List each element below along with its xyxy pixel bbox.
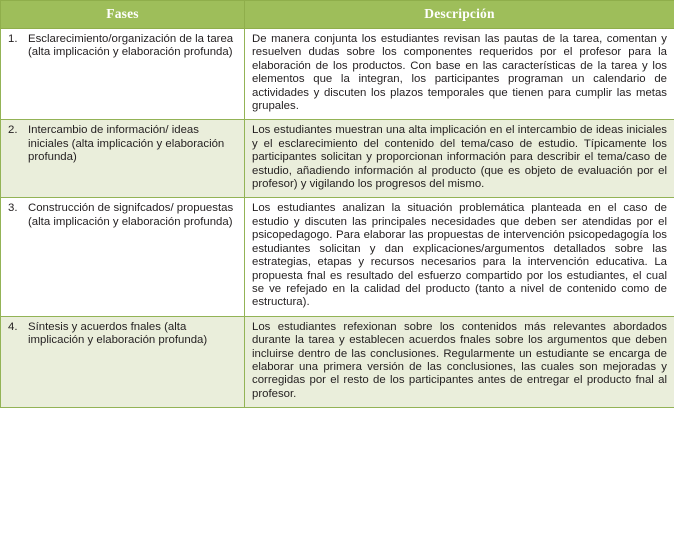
column-header-descripcion: Descripción: [245, 1, 674, 29]
header-row: [1, 1, 674, 29]
phase-number: 2.: [8, 124, 18, 137]
phase-cell: [1, 198, 245, 316]
phase-cell: [1, 316, 245, 407]
description-cell: Los estudiantes refexionan sobre los contenidos más relevantes abordados durante la tarea y establecen acuerdos fnales sobre los argumentos que deben incluirse dentro de las conclusiones. Regularmente un estudiante se encarga de elaborar una primera versión de las conclusiones, las cuales son mejoradas y corregidas por el resto de los participantes antes de entregar el producto fnal al profesor.: [245, 316, 674, 407]
description-cell: Los estudiantes analizan la situación problemática planteada en el caso de estudio y discuten las principales necesidades que deben ser atendidas por el psicopedagogo. Para elaborar las propuestas de intervención psicopedagogía los estudiantes solicitan y dan explicaciones/argumentos detallados sobre las estrategias, etapas y recursos necesarios para la intervención educativa. La propuesta fnal es resultado del esfuerzo compartido por los estudiantes, el cual se ve refejado en la calidad del producto (tanto a nivel de contenido como de estructura).: [245, 198, 674, 316]
phase-label: Construcción de signifcados/ propuestas (alta implicación y elaboración profunda): [28, 202, 234, 228]
phase-number: 1.: [8, 33, 18, 45]
table-header: [1, 1, 674, 29]
phase-label: Esclarecimiento/organización de la tarea (alta implicación y elaboración profunda): [28, 33, 234, 59]
table-body: [1, 29, 674, 408]
table-row: [1, 198, 674, 316]
phase-number: 4.: [8, 320, 18, 333]
phase-label: Intercambio de información/ ideas iniciales (alta implicación y elaboración profunda): [28, 124, 225, 164]
phase-cell: [1, 120, 245, 198]
table-row: [1, 120, 674, 198]
table-row: [1, 29, 674, 120]
phase-number: 3.: [8, 202, 18, 215]
phase-cell: [1, 29, 245, 120]
description-cell: Los estudiantes muestran una alta implicación en el intercambio de ideas iniciales y el esclarecimiento del contenido del tema/caso de estudio. Típicamente los participantes solicitan y proporcionan información para describir el tema/caso de estudio, añadiendo información al producto (que es objeto de evaluación por el profesor) y vigilando los progresos del mismo.: [245, 120, 674, 198]
column-header-fases: Fases: [1, 1, 245, 29]
phase-label: Síntesis y acuerdos fnales (alta implicación y elaboración profunda): [28, 320, 208, 347]
table-row: [1, 316, 674, 407]
description-cell: De manera conjunta los estudiantes revisan las pautas de la tarea, comentan y resuelven dudas sobre los componentes requeridos por el profesor para la elaboración de los productos. Con base en las características de la tarea y los elementos que la integran, los participantes programan un calendario de actividades y discuten los plazos temporales que tienen para cumplir las metas grupales.: [245, 29, 674, 120]
